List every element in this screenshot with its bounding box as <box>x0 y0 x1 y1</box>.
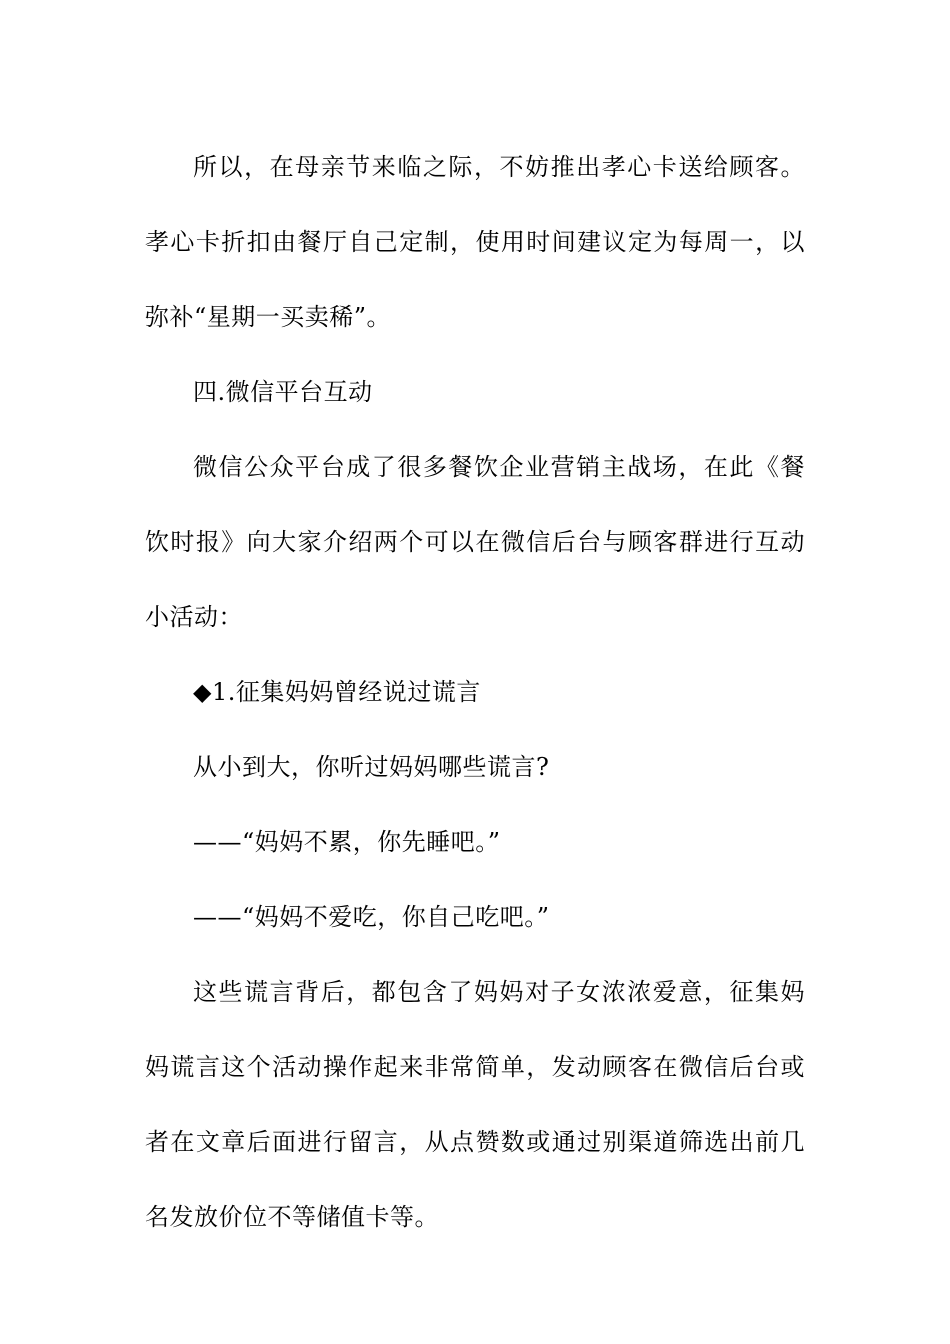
quote-line-1: ——“妈妈不累，你先睡吧。” <box>193 828 501 856</box>
section-heading-wechat: 四.微信平台互动 <box>193 378 373 406</box>
subheading-collect-lies: ◆1.征集妈妈曾经说过谎言 <box>193 678 481 706</box>
quote-line-2: ——“妈妈不爱吃，你自己吃吧。” <box>193 903 550 931</box>
paragraph-question: 从小到大，你听过妈妈哪些谎言? <box>193 753 550 781</box>
paragraph-wechat-intro: 微信公众平台成了很多餐饮企业营销主战场，在此《餐饮时报》向大家介绍两个可以在微信后台与顾客群进行互动小活动： <box>145 453 805 631</box>
paragraph-activity-description: 这些谎言背后，都包含了妈妈对子女浓浓爱意，征集妈妈谎言这个活动操作起来非常简单，发动顾客在微信后台或者在文章后面进行留言，从点赞数或通过别渠道筛选出前几名发放价位不等储值卡等。 <box>145 978 805 1231</box>
document-body <box>145 130 805 1255</box>
paragraph-mothers-day-card: 所以，在母亲节来临之际，不妨推出孝心卡送给顾客。孝心卡折扣由餐厅自己定制，使用时间建议定为每周一，以弥补“星期一买卖稀”。 <box>145 153 805 331</box>
